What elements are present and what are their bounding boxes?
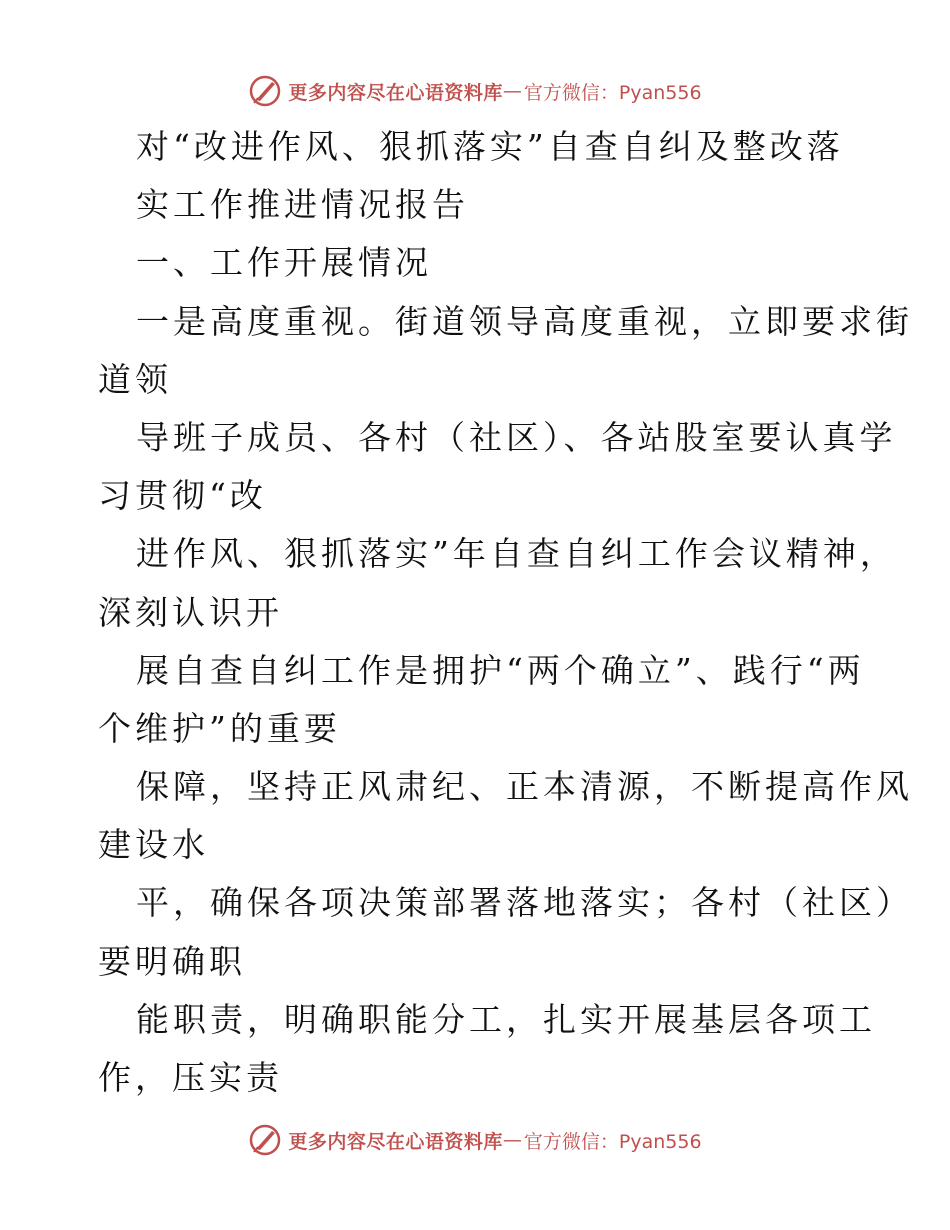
footer-banner [0, 1120, 950, 1160]
body-line: 能职责，明确职能分工，扎实开展基层各项工 [136, 999, 876, 1039]
body-line: 导班子成员、各村（社区）、各站股室要认真学 [136, 417, 897, 457]
body-line: 深刻认识开 [98, 592, 283, 632]
body-line: 个维护”的重要 [98, 708, 341, 748]
body-line: 建设水 [98, 825, 209, 865]
body-line: 要明确职 [98, 941, 246, 981]
body-text [98, 293, 913, 1108]
header-banner [0, 71, 950, 111]
header-banner-text: 更多内容尽在心语资料库 [288, 81, 503, 104]
body-line: 展自查自纠工作是拥护“两个确立”、践行“两 [136, 650, 865, 690]
body-line: 平，确保各项决策部署落地落实；各村（社区） [136, 883, 913, 923]
footer-banner-separator: — [502, 1129, 522, 1151]
document-title-line-2: 实工作推进情况报告 [136, 185, 469, 225]
body-line: 保障，坚持正风肃纪、正本清源，不断提高作风 [136, 767, 913, 807]
footer-banner-text: 更多内容尽在心语资料库 [288, 1130, 503, 1153]
header-banner-wechat: 官方微信：Pyan556 [523, 81, 702, 104]
body-line: 一是高度重视。街道领导高度重视，立即要求街 [136, 301, 913, 341]
body-line: 道领 [98, 359, 172, 399]
body-line: 习贯彻“改 [98, 476, 267, 516]
document-body [98, 118, 913, 1107]
quill-logo-icon [248, 74, 282, 108]
body-line: 作，压实责 [98, 1058, 283, 1097]
header-banner-separator: — [502, 80, 522, 102]
quill-logo-icon [248, 1123, 282, 1157]
footer-banner-wechat: 官方微信：Pyan556 [523, 1130, 702, 1153]
body-line: 进作风、狠抓落实”年自查自纠工作会议精神， [136, 534, 897, 574]
section-heading: 一、工作开展情况 [136, 243, 432, 283]
document-title-line-1: 对“改进作风、狠抓落实”自查自纠及整改落 [136, 127, 844, 166]
